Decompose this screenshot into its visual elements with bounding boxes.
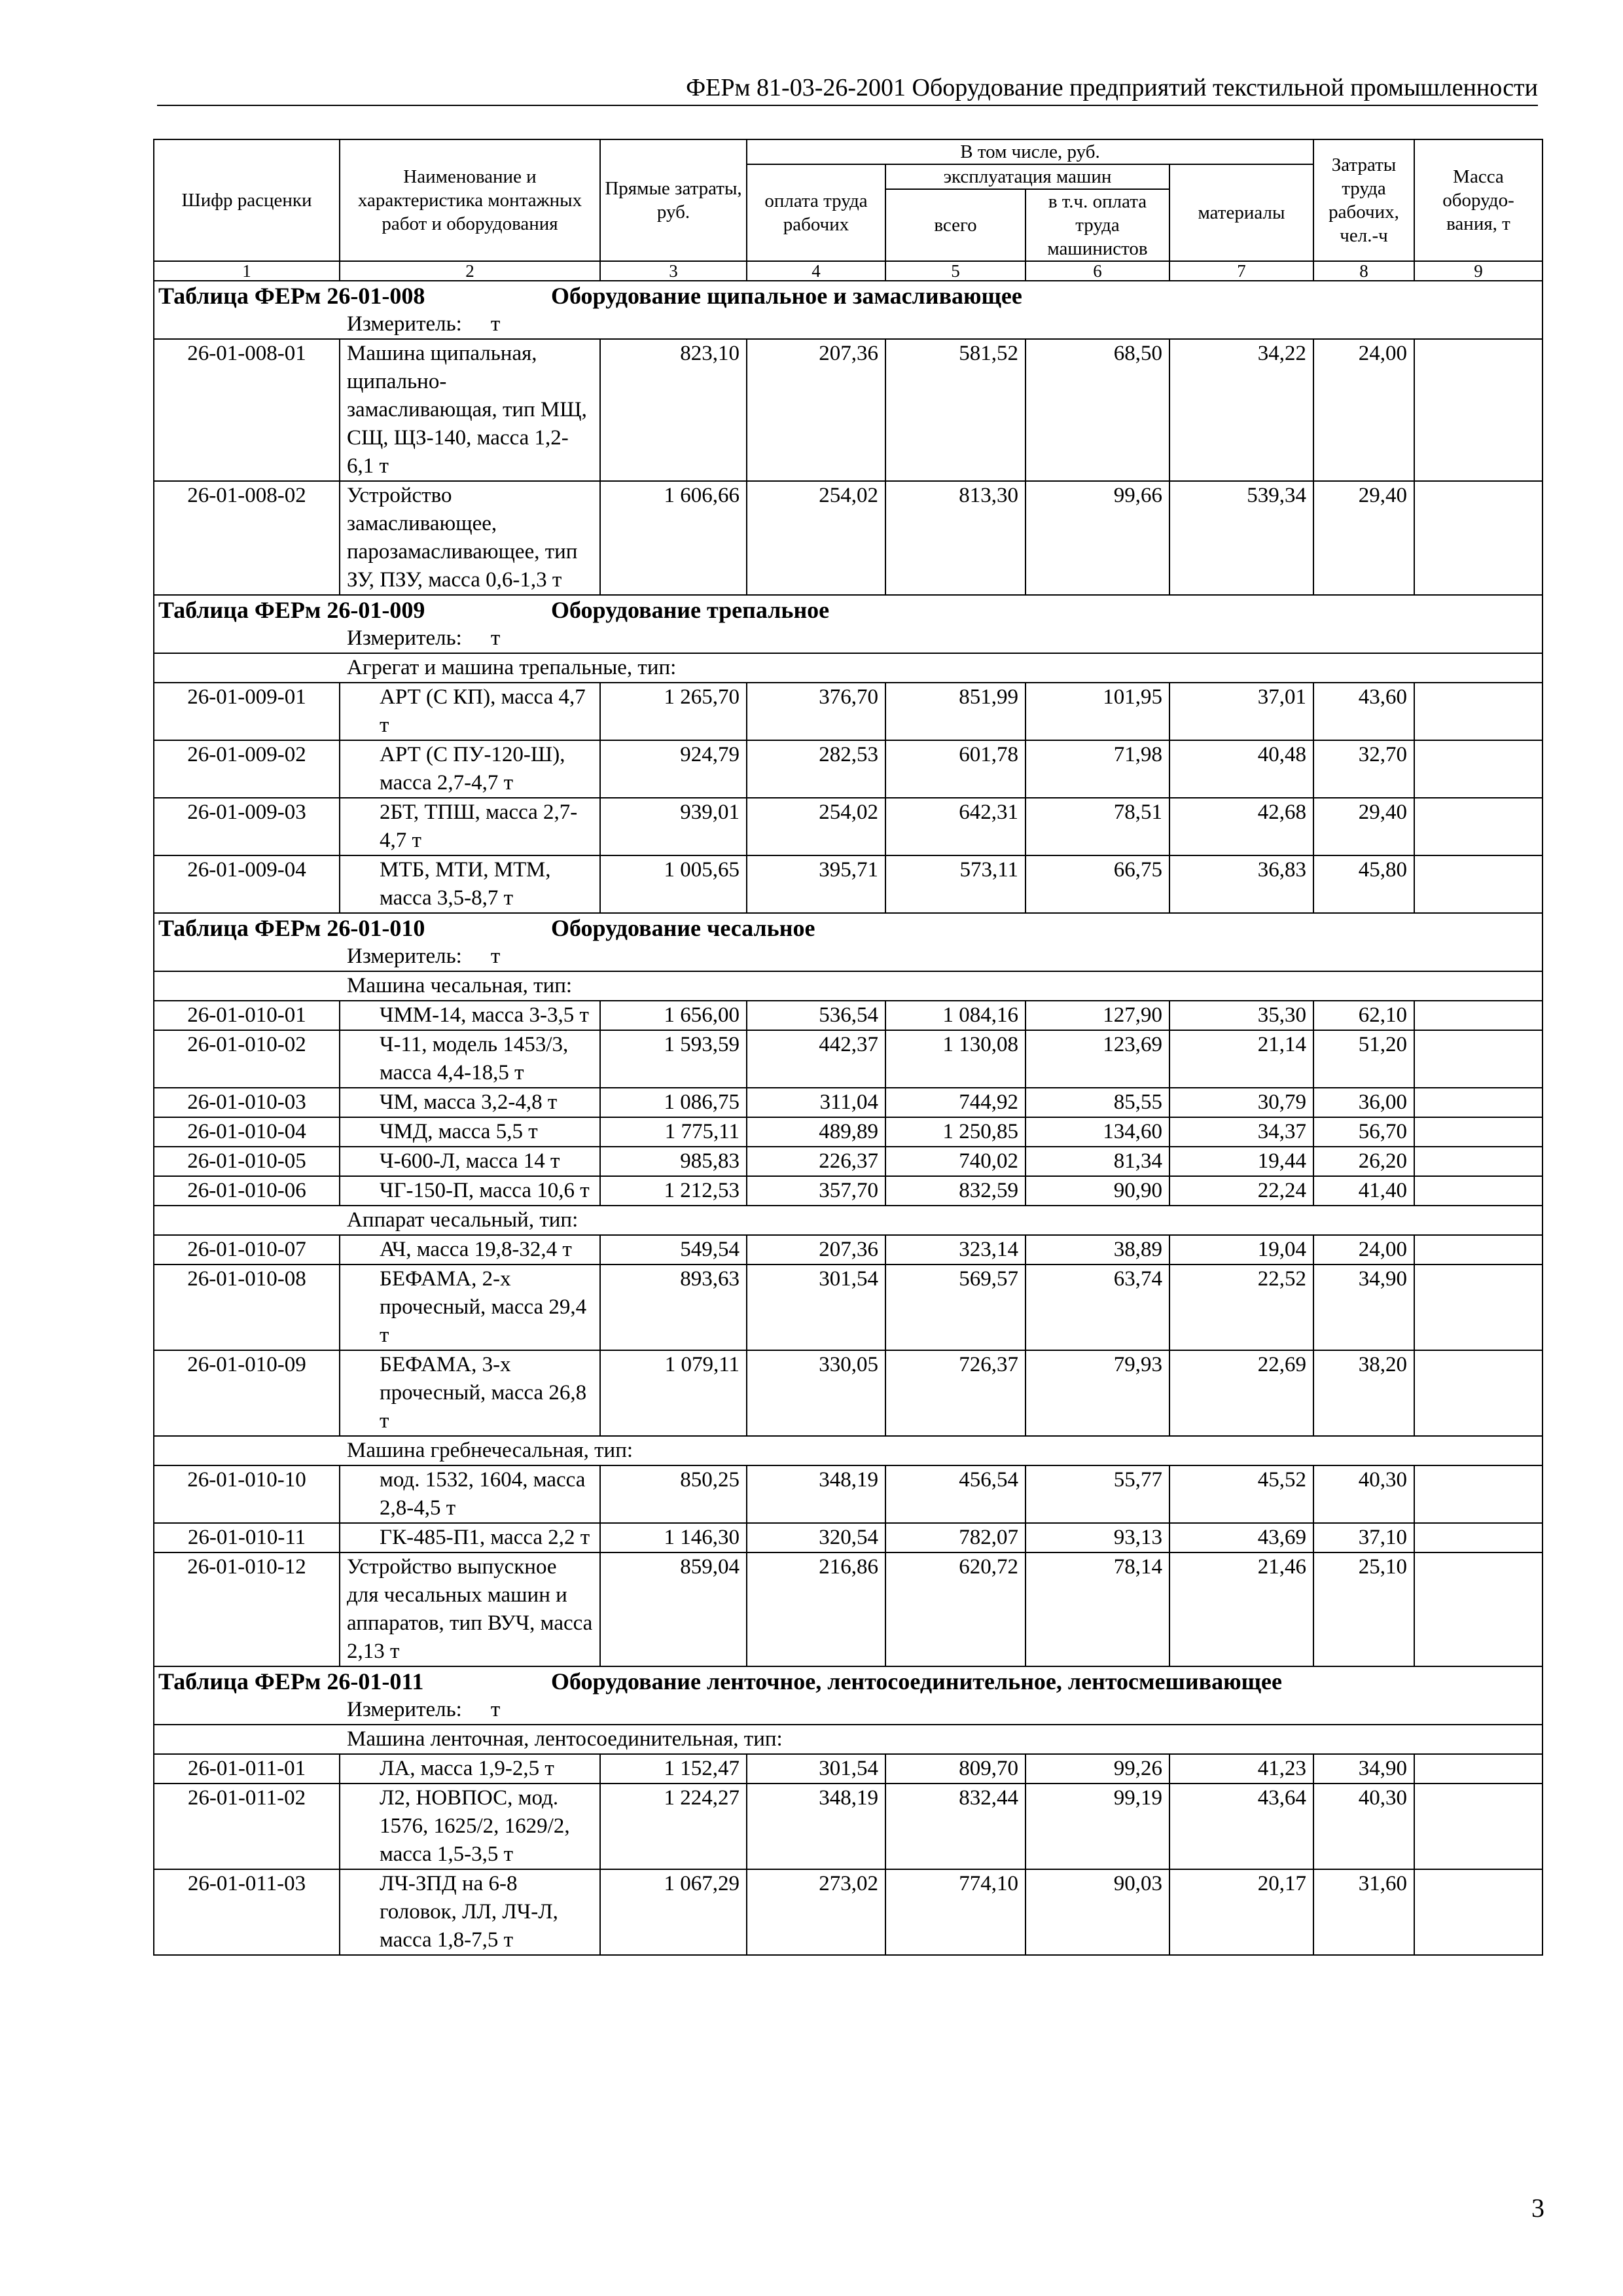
value-hours: 26,20: [1313, 1147, 1414, 1176]
rate-code: 26-01-010-11: [154, 1523, 340, 1552]
value-machines: 832,59: [885, 1176, 1026, 1206]
value-direct: 1 005,65: [600, 855, 747, 913]
column-number: 9: [1414, 261, 1543, 281]
rate-code: 26-01-010-07: [154, 1235, 340, 1265]
value-materials: 30,79: [1169, 1088, 1313, 1117]
col-header-labor: оплата труда рабочих: [747, 164, 885, 261]
value-mass: [1414, 1465, 1543, 1523]
column-number: 1: [154, 261, 340, 281]
value-labor: 348,19: [747, 1784, 885, 1869]
value-mass: [1414, 740, 1543, 798]
value-direct: 823,10: [600, 339, 747, 481]
value-labor: 395,71: [747, 855, 885, 913]
value-hours: 51,20: [1313, 1030, 1414, 1088]
work-name: АЧ, масса 19,8-32,4 т: [340, 1235, 600, 1265]
value-direct: 1 086,75: [600, 1088, 747, 1117]
value-mass: [1414, 1147, 1543, 1176]
value-labor: 536,54: [747, 1001, 885, 1030]
value-operators: 93,13: [1026, 1523, 1169, 1552]
value-direct: 850,25: [600, 1465, 747, 1523]
value-direct: 1 606,66: [600, 481, 747, 595]
table-title-row: [154, 281, 1543, 310]
table-row: [154, 855, 1543, 913]
value-machines: 809,70: [885, 1754, 1026, 1784]
work-name: Устройство замасливающее, парозамасливающее, тип ЗУ, ПЗУ, масса 0,6-1,3 т: [340, 481, 600, 595]
unit-value: т: [490, 312, 501, 336]
work-name: БЕФАМА, 3-х прочесный, масса 26,8 т: [340, 1350, 600, 1436]
table-row: [154, 1265, 1543, 1350]
rate-code: 26-01-008-01: [154, 339, 340, 481]
value-labor: 226,37: [747, 1147, 885, 1176]
value-direct: 985,83: [600, 1147, 747, 1176]
value-machines: 744,92: [885, 1088, 1026, 1117]
page-header: [157, 72, 1538, 106]
value-operators: 55,77: [1026, 1465, 1169, 1523]
group-row: [154, 653, 1543, 683]
work-name: ЧМ, масса 3,2-4,8 т: [340, 1088, 600, 1117]
rate-code: 26-01-009-03: [154, 798, 340, 855]
value-machines: 851,99: [885, 683, 1026, 740]
unit-label: Измеритель:: [347, 312, 462, 336]
rate-code: 26-01-010-04: [154, 1117, 340, 1147]
table-title-row: [154, 913, 1543, 942]
table-title: Оборудование трепальное: [551, 597, 830, 623]
rate-code: 26-01-009-01: [154, 683, 340, 740]
unit-row: [154, 624, 1543, 653]
value-direct: 893,63: [600, 1265, 747, 1350]
value-mass: [1414, 1001, 1543, 1030]
value-labor: 301,54: [747, 1265, 885, 1350]
value-labor: 348,19: [747, 1465, 885, 1523]
value-hours: 36,00: [1313, 1088, 1414, 1117]
value-labor: 320,54: [747, 1523, 885, 1552]
value-direct: 1 212,53: [600, 1176, 747, 1206]
col-header-direct: Прямые затраты, руб.: [600, 139, 747, 261]
value-hours: 25,10: [1313, 1552, 1414, 1666]
value-labor: 254,02: [747, 798, 885, 855]
value-direct: 1 146,30: [600, 1523, 747, 1552]
unit-label: Измеритель:: [347, 626, 462, 650]
value-materials: 42,68: [1169, 798, 1313, 855]
col-header-machines-total: всего: [885, 189, 1026, 261]
table-row: [154, 1088, 1543, 1117]
value-materials: 19,04: [1169, 1235, 1313, 1265]
value-hours: 38,20: [1313, 1350, 1414, 1436]
value-labor: 216,86: [747, 1552, 885, 1666]
column-number: 2: [340, 261, 600, 281]
rate-code: 26-01-010-12: [154, 1552, 340, 1666]
value-hours: 41,40: [1313, 1176, 1414, 1206]
price-table: [153, 139, 1543, 1956]
value-mass: [1414, 1869, 1543, 1955]
table-title: Оборудование щипальное и замасливающее: [551, 283, 1022, 309]
table-title-row: [154, 1666, 1543, 1696]
value-operators: 123,69: [1026, 1030, 1169, 1088]
value-direct: 1 067,29: [600, 1869, 747, 1955]
value-labor: 282,53: [747, 740, 885, 798]
value-mass: [1414, 1235, 1543, 1265]
rate-code: 26-01-011-02: [154, 1784, 340, 1869]
rate-code: 26-01-011-03: [154, 1869, 340, 1955]
value-direct: 1 152,47: [600, 1754, 747, 1784]
col-header-mass: Масса оборудо-вания, т: [1414, 139, 1543, 261]
value-operators: 85,55: [1026, 1088, 1169, 1117]
value-machines: 726,37: [885, 1350, 1026, 1436]
value-materials: 34,37: [1169, 1117, 1313, 1147]
work-name: ЧММ-14, масса 3-3,5 т: [340, 1001, 600, 1030]
table-code: Таблица ФЕРм 26-01-011: [158, 1668, 424, 1695]
value-machines: 832,44: [885, 1784, 1026, 1869]
table-code: Таблица ФЕРм 26-01-010: [158, 915, 425, 941]
value-operators: 90,90: [1026, 1176, 1169, 1206]
table-code: Таблица ФЕРм 26-01-009: [158, 597, 425, 623]
table-title: Оборудование чесальное: [551, 915, 815, 941]
work-name: Ч-600-Л, масса 14 т: [340, 1147, 600, 1176]
value-operators: 38,89: [1026, 1235, 1169, 1265]
value-machines: 601,78: [885, 740, 1026, 798]
value-mass: [1414, 1784, 1543, 1869]
value-operators: 81,34: [1026, 1147, 1169, 1176]
work-name: ЛА, масса 1,9-2,5 т: [340, 1754, 600, 1784]
value-labor: 357,70: [747, 1176, 885, 1206]
value-materials: 43,69: [1169, 1523, 1313, 1552]
value-mass: [1414, 339, 1543, 481]
value-materials: 34,22: [1169, 339, 1313, 481]
value-hours: 40,30: [1313, 1465, 1414, 1523]
value-machines: 323,14: [885, 1235, 1026, 1265]
work-name: МТБ, МТИ, МТМ, масса 3,5-8,7 т: [340, 855, 600, 913]
group-row: [154, 1436, 1543, 1465]
value-machines: 782,07: [885, 1523, 1026, 1552]
value-materials: 35,30: [1169, 1001, 1313, 1030]
col-header-code: Шифр расценки: [154, 139, 340, 261]
rate-code: 26-01-009-04: [154, 855, 340, 913]
unit-value: т: [490, 626, 501, 650]
table-head: [154, 139, 1543, 281]
value-mass: [1414, 1088, 1543, 1117]
value-direct: 924,79: [600, 740, 747, 798]
value-machines: 740,02: [885, 1147, 1026, 1176]
value-mass: [1414, 1754, 1543, 1784]
work-name: АРТ (С ПУ-120-Ш), масса 2,7-4,7 т: [340, 740, 600, 798]
group-row: [154, 1725, 1543, 1754]
value-operators: 99,26: [1026, 1754, 1169, 1784]
value-operators: 134,60: [1026, 1117, 1169, 1147]
group-label: Агрегат и машина трепальные, тип:: [347, 656, 677, 679]
value-materials: 20,17: [1169, 1869, 1313, 1955]
col-header-including: В том числе, руб.: [747, 139, 1313, 164]
value-mass: [1414, 1176, 1543, 1206]
value-materials: 21,46: [1169, 1552, 1313, 1666]
value-operators: 63,74: [1026, 1265, 1169, 1350]
value-hours: 24,00: [1313, 339, 1414, 481]
rate-code: 26-01-010-02: [154, 1030, 340, 1088]
value-machines: 1 130,08: [885, 1030, 1026, 1088]
unit-label: Измеритель:: [347, 1698, 462, 1721]
value-hours: 43,60: [1313, 683, 1414, 740]
value-labor: 301,54: [747, 1754, 885, 1784]
value-mass: [1414, 1265, 1543, 1350]
value-hours: 29,40: [1313, 798, 1414, 855]
value-operators: 71,98: [1026, 740, 1169, 798]
work-name: 2БТ, ТПШ, масса 2,7-4,7 т: [340, 798, 600, 855]
value-hours: 37,10: [1313, 1523, 1414, 1552]
table-row: [154, 1869, 1543, 1955]
value-hours: 31,60: [1313, 1869, 1414, 1955]
rate-code: 26-01-009-02: [154, 740, 340, 798]
value-operators: 68,50: [1026, 339, 1169, 481]
document-title: ФЕРм 81-03-26-2001 Оборудование предприятий текстильной промышленности: [686, 74, 1538, 101]
table-row: [154, 1523, 1543, 1552]
rate-code: 26-01-010-03: [154, 1088, 340, 1117]
value-materials: 19,44: [1169, 1147, 1313, 1176]
table-row: [154, 1117, 1543, 1147]
table-row: [154, 1176, 1543, 1206]
value-materials: 22,69: [1169, 1350, 1313, 1436]
value-mass: [1414, 1117, 1543, 1147]
unit-label: Измеритель:: [347, 944, 462, 968]
column-numbers-row: [154, 261, 1543, 281]
table-row: [154, 1350, 1543, 1436]
unit-row: [154, 310, 1543, 339]
work-name: Машина щипальная, щипально-замасливающая, тип МЩ, СЩ, ЩЗ-140, масса 1,2-6,1 т: [340, 339, 600, 481]
work-name: Устройство выпускное для чесальных машин и аппаратов, тип ВУЧ, масса 2,13 т: [340, 1552, 600, 1666]
value-materials: 539,34: [1169, 481, 1313, 595]
value-machines: 642,31: [885, 798, 1026, 855]
table-row: [154, 1465, 1543, 1523]
value-machines: 1 084,16: [885, 1001, 1026, 1030]
value-hours: 34,90: [1313, 1754, 1414, 1784]
value-machines: 456,54: [885, 1465, 1026, 1523]
work-name: Ч-11, модель 1453/3, масса 4,4-18,5 т: [340, 1030, 600, 1088]
value-hours: 45,80: [1313, 855, 1414, 913]
table-row: [154, 1030, 1543, 1088]
value-materials: 37,01: [1169, 683, 1313, 740]
table-row: [154, 1147, 1543, 1176]
value-hours: 62,10: [1313, 1001, 1414, 1030]
value-direct: 1 265,70: [600, 683, 747, 740]
value-direct: 859,04: [600, 1552, 747, 1666]
value-machines: 1 250,85: [885, 1117, 1026, 1147]
value-labor: 442,37: [747, 1030, 885, 1088]
value-operators: 99,19: [1026, 1784, 1169, 1869]
group-label: Машина чесальная, тип:: [347, 974, 573, 997]
value-operators: 90,03: [1026, 1869, 1169, 1955]
value-operators: 99,66: [1026, 481, 1169, 595]
value-mass: [1414, 1350, 1543, 1436]
value-labor: 254,02: [747, 481, 885, 595]
value-materials: 41,23: [1169, 1754, 1313, 1784]
work-name: ГК-485-П1, масса 2,2 т: [340, 1523, 600, 1552]
table-row: [154, 683, 1543, 740]
value-mass: [1414, 798, 1543, 855]
table-row: [154, 1784, 1543, 1869]
rate-code: 26-01-010-09: [154, 1350, 340, 1436]
value-operators: 78,14: [1026, 1552, 1169, 1666]
col-header-hours: Затраты труда рабочих, чел.-ч: [1313, 139, 1414, 261]
value-operators: 127,90: [1026, 1001, 1169, 1030]
unit-row: [154, 1696, 1543, 1725]
value-mass: [1414, 1030, 1543, 1088]
value-hours: 56,70: [1313, 1117, 1414, 1147]
rate-code: 26-01-010-05: [154, 1147, 340, 1176]
value-machines: 813,30: [885, 481, 1026, 595]
col-header-operators: в т.ч. оплата труда машинистов: [1026, 189, 1169, 261]
column-number: 4: [747, 261, 885, 281]
value-mass: [1414, 855, 1543, 913]
value-hours: 32,70: [1313, 740, 1414, 798]
unit-value: т: [490, 1698, 501, 1721]
value-operators: 66,75: [1026, 855, 1169, 913]
table-title: Оборудование ленточное, лентосоединительное, лентосмешивающее: [551, 1668, 1282, 1695]
value-machines: 581,52: [885, 339, 1026, 481]
value-direct: 939,01: [600, 798, 747, 855]
value-machines: 774,10: [885, 1869, 1026, 1955]
unit-value: т: [490, 944, 501, 968]
work-name: ЧГ-150-П, масса 10,6 т: [340, 1176, 600, 1206]
value-materials: 40,48: [1169, 740, 1313, 798]
value-labor: 207,36: [747, 339, 885, 481]
value-labor: 330,05: [747, 1350, 885, 1436]
value-labor: 207,36: [747, 1235, 885, 1265]
value-labor: 376,70: [747, 683, 885, 740]
rate-code: 26-01-010-10: [154, 1465, 340, 1523]
value-operators: 78,51: [1026, 798, 1169, 855]
unit-row: [154, 942, 1543, 971]
value-materials: 45,52: [1169, 1465, 1313, 1523]
table-row: [154, 1754, 1543, 1784]
table-row: [154, 1235, 1543, 1265]
value-mass: [1414, 481, 1543, 595]
table-row: [154, 740, 1543, 798]
value-labor: 489,89: [747, 1117, 885, 1147]
table-row: [154, 798, 1543, 855]
col-header-materials: материалы: [1169, 164, 1313, 261]
value-materials: 43,64: [1169, 1784, 1313, 1869]
value-direct: 1 079,11: [600, 1350, 747, 1436]
table-row: [154, 339, 1543, 481]
table-body: [154, 281, 1543, 1955]
table-row: [154, 1552, 1543, 1666]
column-number: 8: [1313, 261, 1414, 281]
group-label: Машина ленточная, лентосоединительная, тип:: [347, 1727, 783, 1751]
column-number: 7: [1169, 261, 1313, 281]
value-direct: 1 775,11: [600, 1117, 747, 1147]
page-number: 3: [1531, 2193, 1544, 2223]
value-hours: 40,30: [1313, 1784, 1414, 1869]
value-labor: 273,02: [747, 1869, 885, 1955]
value-hours: 34,90: [1313, 1265, 1414, 1350]
value-machines: 620,72: [885, 1552, 1026, 1666]
value-operators: 101,95: [1026, 683, 1169, 740]
work-name: Л2, НОВПОС, мод. 1576, 1625/2, 1629/2, масса 1,5-3,5 т: [340, 1784, 600, 1869]
work-name: ЧМД, масса 5,5 т: [340, 1117, 600, 1147]
column-number: 6: [1026, 261, 1169, 281]
value-hours: 24,00: [1313, 1235, 1414, 1265]
work-name: АРТ (С КП), масса 4,7 т: [340, 683, 600, 740]
col-header-machines-group: эксплуатация машин: [885, 164, 1169, 189]
value-mass: [1414, 683, 1543, 740]
value-operators: 79,93: [1026, 1350, 1169, 1436]
value-machines: 573,11: [885, 855, 1026, 913]
rate-code: 26-01-010-01: [154, 1001, 340, 1030]
value-materials: 22,24: [1169, 1176, 1313, 1206]
work-name: БЕФАМА, 2-х прочесный, масса 29,4 т: [340, 1265, 600, 1350]
col-header-name: Наименование и характеристика монтажных работ и оборудования: [340, 139, 600, 261]
table-row: [154, 1001, 1543, 1030]
value-direct: 1 656,00: [600, 1001, 747, 1030]
table-code: Таблица ФЕРм 26-01-008: [158, 283, 425, 309]
rate-code: 26-01-010-06: [154, 1176, 340, 1206]
value-direct: 1 593,59: [600, 1030, 747, 1088]
value-direct: 549,54: [600, 1235, 747, 1265]
value-materials: 36,83: [1169, 855, 1313, 913]
value-machines: 569,57: [885, 1265, 1026, 1350]
value-mass: [1414, 1552, 1543, 1666]
value-materials: 21,14: [1169, 1030, 1313, 1088]
value-labor: 311,04: [747, 1088, 885, 1117]
group-label: Аппарат чесальный, тип:: [347, 1208, 579, 1232]
value-direct: 1 224,27: [600, 1784, 747, 1869]
group-label: Машина гребнечесальная, тип:: [347, 1439, 633, 1462]
table-row: [154, 481, 1543, 595]
column-number: 5: [885, 261, 1026, 281]
rate-code: 26-01-008-02: [154, 481, 340, 595]
value-hours: 29,40: [1313, 481, 1414, 595]
work-name: ЛЧ-ЗПД на 6-8 головок, ЛЛ, ЛЧ-Л, масса 1,8-7,5 т: [340, 1869, 600, 1955]
group-row: [154, 971, 1543, 1001]
group-row: [154, 1206, 1543, 1235]
rate-code: 26-01-011-01: [154, 1754, 340, 1784]
value-mass: [1414, 1523, 1543, 1552]
table-title-row: [154, 595, 1543, 624]
value-materials: 22,52: [1169, 1265, 1313, 1350]
rate-code: 26-01-010-08: [154, 1265, 340, 1350]
column-number: 3: [600, 261, 747, 281]
work-name: мод. 1532, 1604, масса 2,8-4,5 т: [340, 1465, 600, 1523]
